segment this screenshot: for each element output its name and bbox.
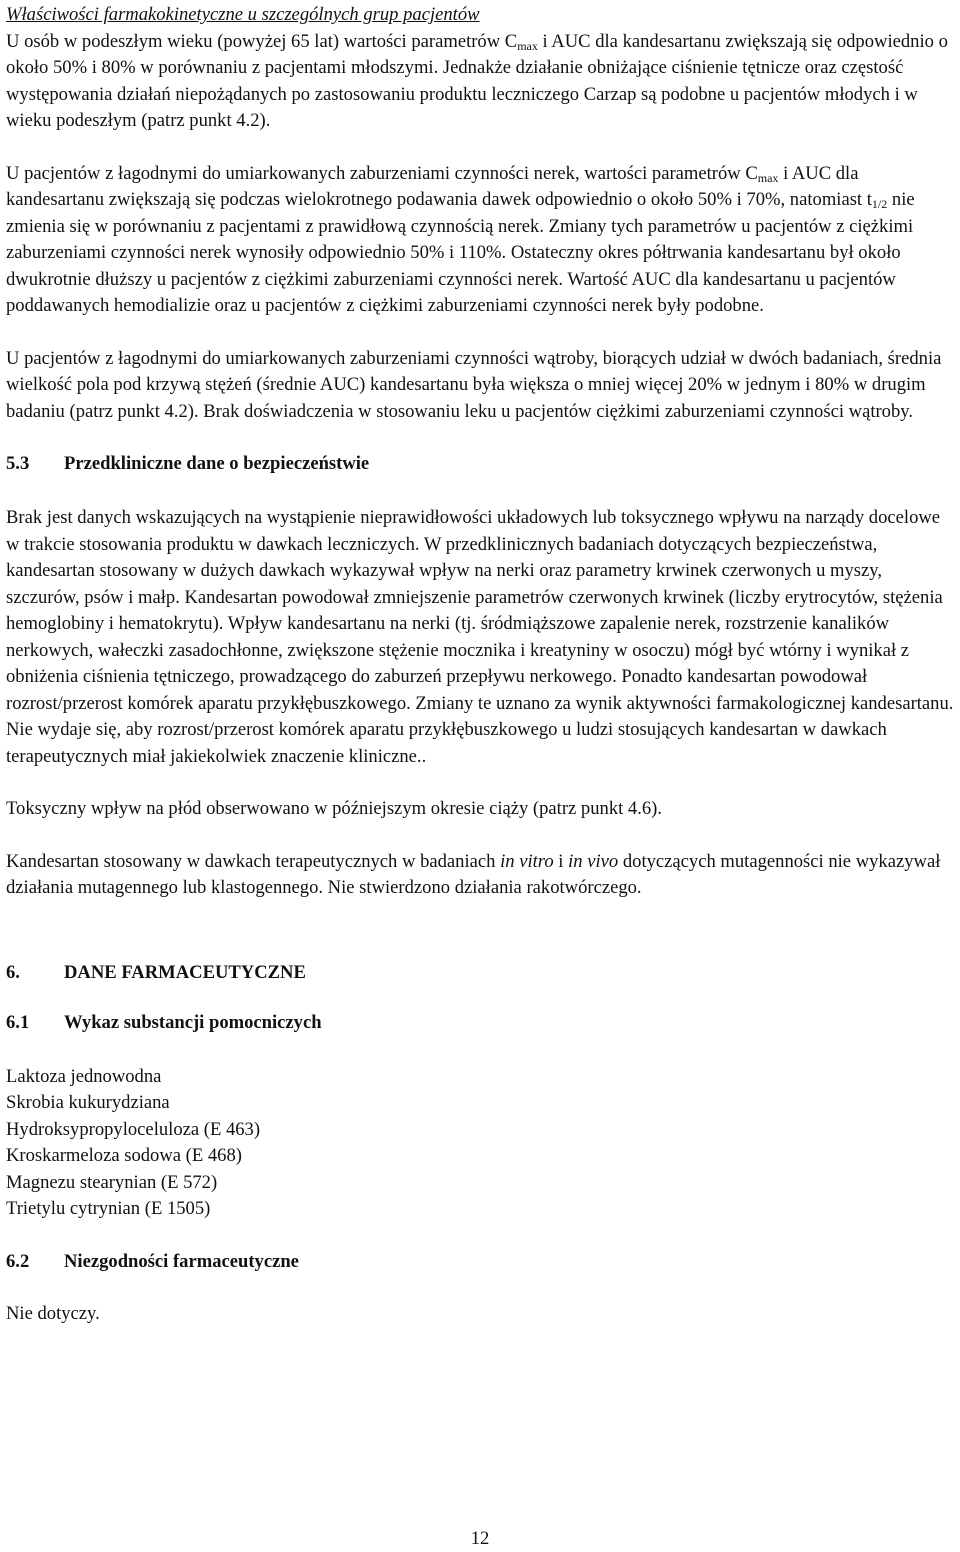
- excipients-list: [6, 1064, 958, 1223]
- section-heading-6-1: [6, 1010, 958, 1036]
- section-number: 5.3: [6, 453, 30, 474]
- list-item: Laktoza jednowodna: [6, 1065, 162, 1087]
- paragraph-elderly: U osób w podeszłym wieku (powyżej 65 lat) wartości parametrów $C_{max}$ i AUC dla kandesartanu zwiększają się odpowiednio o około 50% i 80% w porównaniu z pacjentami młodszymi. Jednakże działanie obniżające ciśnienie tętnicze oraz częstość występowania działań niepożądanych po zastosowaniu produktu leczniczego Carzap są podobne u pacjentów młodych i w wieku podeszłym (patrz punkt 4.2).: [6, 30, 948, 131]
- section-number: 6.2: [6, 1250, 30, 1272]
- paragraph-preclinical-1: Brak jest danych wskazujących na wystąpienie nieprawidłowości układowych lub toksycznego wpływu na narządy docelowe w trakcie stosowania produktu w dawkach leczniczych. W przedklinicznych badaniach dotyczących bezpieczeństwa, kandesartan stosowany w dużych dawkach wykazywał wpływ na nerki oraz parametry krwinek czerwonych u myszy, szczurów, psów i małp. Kandesartan powodował zmniejszenie parametrów czerwonych krwinek (liczby erytrocytów, stężenia hemoglobiny i hematokrytu). Wpływ kandesartanu na nerki (tj. śródmiąższowe zapalenie nerek, rozstrzenie kanalików nerkowych, wałeczki zasadochłonne, zwiększone stężenie mocznika i kreatyniny w osoczu) mógł być wtórny i wynikał z obniżenia ciśnienia tętniczego, prowadzącego do zaburzeń przepływu nerkowego. Ponadto kandesartan powodował rozrost/przerost komórek aparatu przykłębuszkowego. Zmiany te uznano za wynik aktywności farmakologicznej kandesartanu. Nie wydaje się, aby rozrost/przerost komórek aparatu przykłębuszkowego u ludzi stosujących kandesartan w dawkach terapeutycznych miał jakiekolwiek znaczenie kliniczne..: [6, 507, 954, 767]
- subsection-heading-special-populations: Właściwości farmakokinetyczne u szczególnych grup pacjentów: [6, 4, 480, 25]
- section-title: Niezgodności farmaceutyczne: [64, 1250, 299, 1272]
- list-item: Hydroksypropyloceluloza (E 463): [6, 1118, 261, 1140]
- paragraph-preclinical-3: Kandesartan stosowany w dawkach terapeutycznych w badaniach in vitro i in vivo dotyczących mutagenności nie wykazywał działania mutagennego lub klastogennego. Nie stwierdzono działania rakotwórczego.: [6, 850, 941, 898]
- paragraph-preclinical-2: Toksyczny wpływ na płód obserwowano w późniejszym okresie ciąży (patrz punkt 4.6).: [6, 798, 663, 819]
- section-title: DANE FARMACEUTYCZNE: [64, 961, 306, 983]
- section-number: 6.: [6, 961, 20, 983]
- page-number: 12: [470, 1528, 490, 1549]
- list-item: Trietylu cytrynian (E 1505): [6, 1198, 211, 1219]
- paragraph-renal: U pacjentów z łagodnymi do umiarkowanych zaburzeniami czynności nerek, wartości parametrów $C_{max}$ i AUC dla kandesartanu zwiększają się podczas wielokrotnego podawania dawek odpowiednio o około 50% i 70%, natomiast $t_{1/2}$ nie zmienia się w porównaniu z pacjentami z prawidłową czynnością nerek. Zmiany tych parametrów u pacjentów z ciężkimi zaburzeniami czynności nerek wynosiły odpowiednio 50% i 110%. Ostateczny okres półtrwania kandesartanu był około dwukrotnie dłuższy u pacjentów z ciężkimi zaburzeniami czynności nerek. Wartość AUC dla kandesartanu u pacjentów poddawanych hemodializie oraz u pacjentów z ciężkimi zaburzeniami czynności nerek były podobne.: [6, 162, 915, 316]
- section-heading-6: [6, 960, 958, 986]
- section-title: Wykaz substancji pomocniczych: [64, 1011, 322, 1033]
- section-heading-6-2: [6, 1249, 958, 1275]
- list-item: Kroskarmeloza sodowa (E 468): [6, 1145, 242, 1166]
- paragraph-hepatic: U pacjentów z łagodnymi do umiarkowanych zaburzeniami czynności wątroby, biorących udział w dwóch badaniach, średnia wielkość pola pod krzywą stężeń (średnie AUC) kandesartanu była większa o mniej więcej 20% w jednym i 80% w drugim badaniu (patrz punkt 4.2). Brak doświadczenia w stosowaniu leku u pacjentów ciężkimi zaburzeniami czynności wątroby.: [6, 347, 942, 422]
- section-heading-5-3: [6, 451, 958, 477]
- list-item: Skrobia kukurydziana: [6, 1092, 170, 1113]
- paragraph-incompatibilities: Nie dotyczy.: [6, 1302, 100, 1324]
- document-page: [6, 0, 958, 1327]
- section-number: 6.1: [6, 1011, 30, 1033]
- section-title: Przedkliniczne dane o bezpieczeństwie: [64, 453, 370, 474]
- list-item: Magnezu stearynian (E 572): [6, 1171, 218, 1193]
